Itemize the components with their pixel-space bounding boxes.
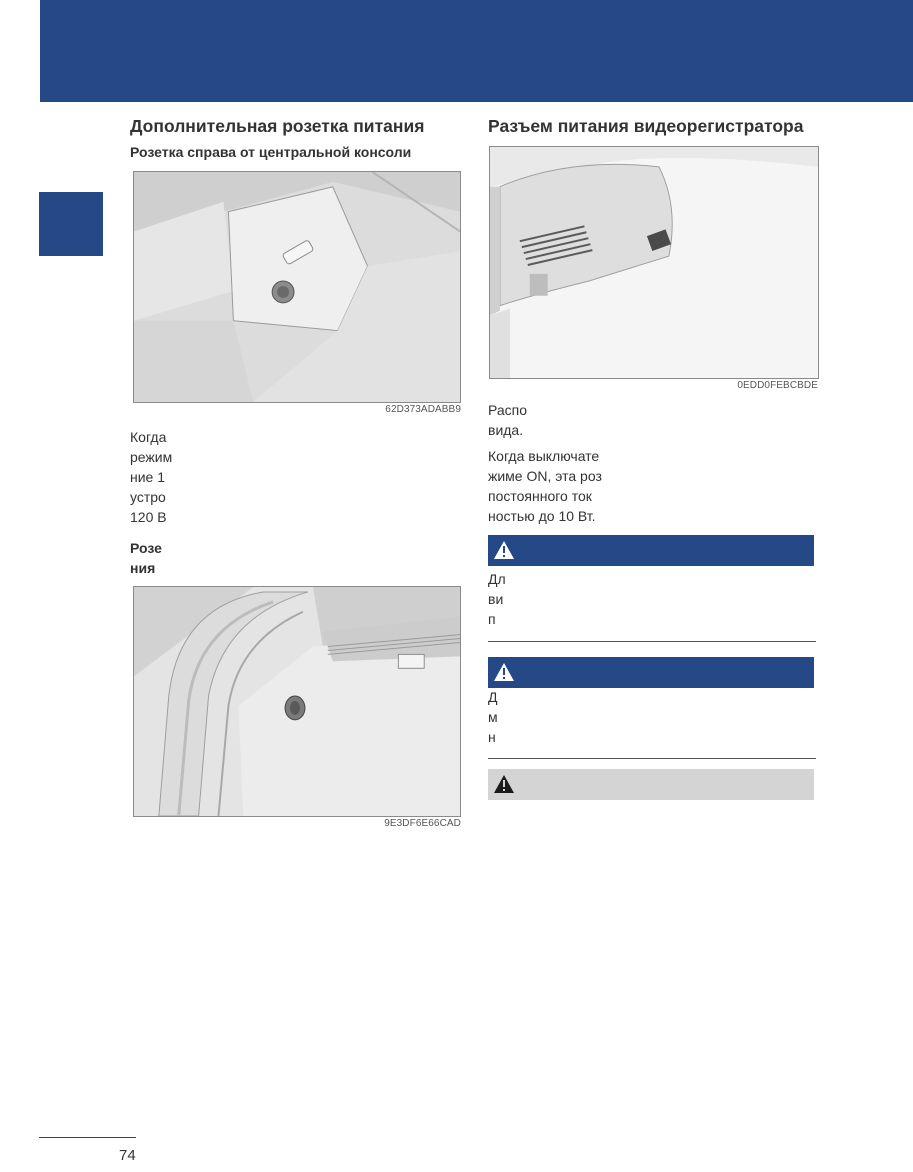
chapter-tab-marker bbox=[39, 192, 103, 256]
text-line: ви bbox=[488, 591, 504, 607]
left-heading: Дополнительная розетка питания bbox=[130, 116, 425, 136]
warning-triangle-icon bbox=[493, 662, 515, 682]
divider bbox=[488, 758, 816, 759]
text-line: Когда выключате bbox=[488, 448, 600, 464]
left-paragraph bbox=[130, 427, 172, 527]
divider bbox=[488, 641, 816, 642]
text-line: жиме ON, эта роз bbox=[488, 468, 602, 484]
header-band bbox=[40, 0, 913, 102]
text-line: Д bbox=[488, 689, 498, 705]
footer-rule bbox=[39, 1137, 136, 1138]
warning-triangle-icon bbox=[493, 774, 515, 794]
page-number: 74 bbox=[119, 1147, 136, 1164]
text-line: 120 В bbox=[130, 509, 167, 525]
console-socket-figure bbox=[133, 171, 461, 403]
text-line: постоянного ток bbox=[488, 488, 592, 504]
text-line: ние 1 bbox=[130, 469, 166, 485]
left-subheading: Розетка справа от центральной консоли bbox=[130, 144, 412, 160]
left-subheading-2 bbox=[130, 538, 162, 578]
warning-banner bbox=[488, 657, 814, 688]
text-line: Розе bbox=[130, 540, 162, 556]
text-line: ностью до 10 Вт. bbox=[488, 508, 596, 524]
caution-banner bbox=[488, 769, 814, 800]
warning-text-1 bbox=[488, 569, 506, 629]
text-line: м bbox=[488, 709, 498, 725]
text-line: Дл bbox=[488, 571, 506, 587]
warning-text-2 bbox=[488, 687, 498, 747]
text-line: вида. bbox=[488, 422, 524, 438]
right-paragraph-2 bbox=[488, 446, 602, 526]
figure3-code: 0EDD0FEBCBDE bbox=[737, 380, 818, 391]
figure1-code: 62D373ADABB9 bbox=[385, 404, 461, 415]
trunk-socket-figure bbox=[133, 586, 461, 817]
warning-banner bbox=[488, 535, 814, 566]
text-line: Когда bbox=[130, 429, 167, 445]
right-paragraph-1 bbox=[488, 400, 527, 440]
warning-triangle-icon bbox=[493, 540, 515, 560]
text-line: режим bbox=[130, 449, 173, 465]
dashcam-socket-figure bbox=[489, 146, 819, 379]
figure2-code: 9E3DF6E66CAD bbox=[384, 818, 461, 829]
text-line: н bbox=[488, 729, 496, 745]
right-heading: Разъем питания видеорегистратора bbox=[488, 116, 804, 136]
text-line: устро bbox=[130, 489, 166, 505]
text-line: Распо bbox=[488, 402, 528, 418]
text-line: ния bbox=[130, 560, 156, 576]
text-line: п bbox=[488, 611, 496, 627]
